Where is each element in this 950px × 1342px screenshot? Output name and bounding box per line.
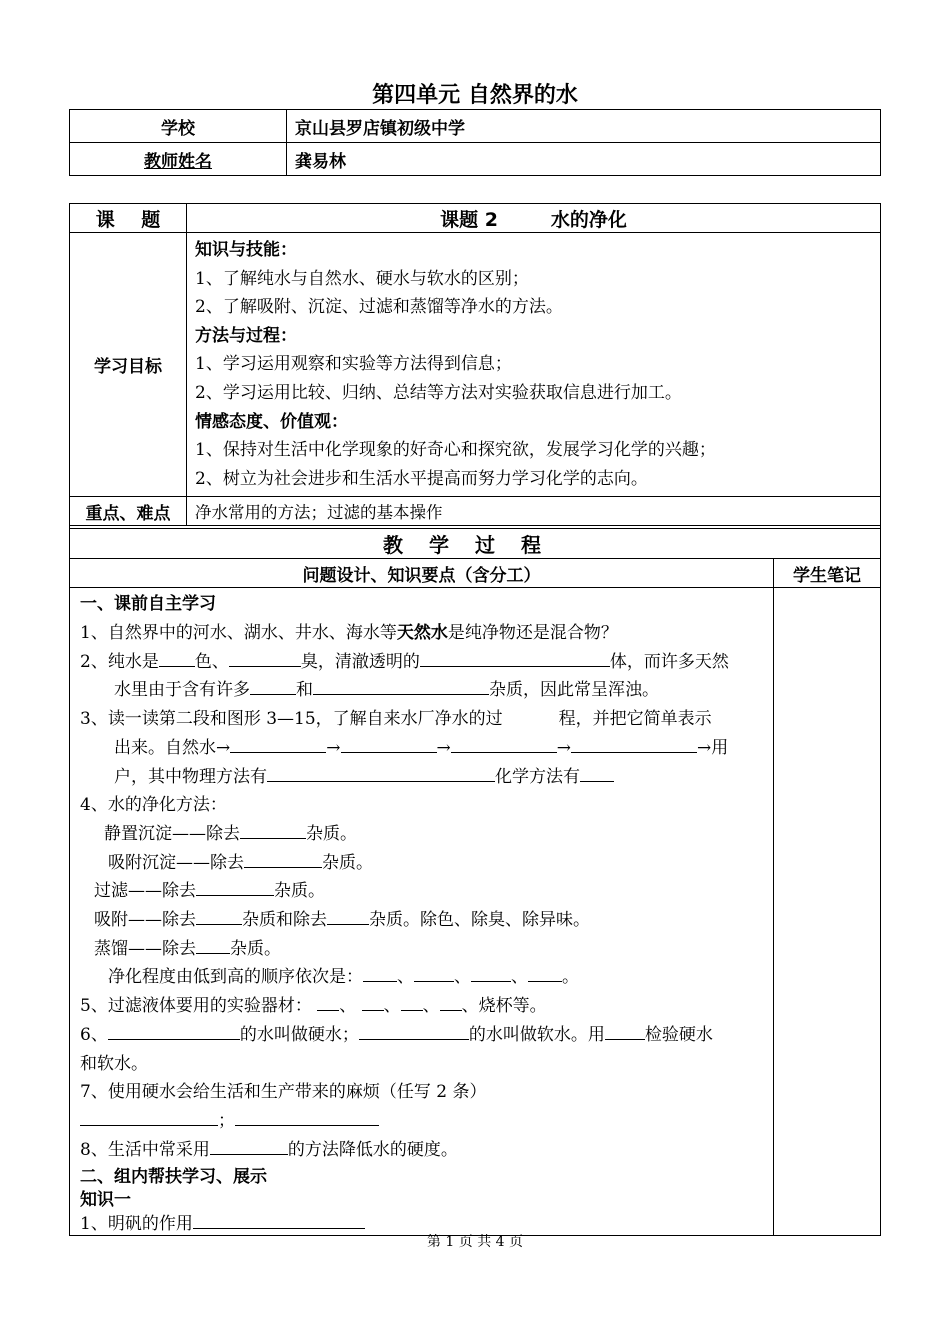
teacher-label: 教师姓名 bbox=[70, 143, 287, 176]
method-item: 静置沉淀——除去 杂质。 bbox=[80, 820, 765, 849]
key-value: 净水常用的方法；过滤的基本操作 bbox=[187, 497, 881, 526]
col2-header: 学生笔记 bbox=[774, 559, 881, 588]
blank[interactable] bbox=[250, 677, 296, 696]
blank[interactable] bbox=[317, 992, 339, 1011]
question-3: 3、读一读第二段和图形 3—15，了解自来水厂净水的过 程，并把它简单表示 bbox=[80, 709, 712, 730]
method-item: 吸附沉淀——除去 杂质。 bbox=[80, 849, 765, 878]
lesson-plan-table bbox=[69, 203, 881, 1236]
key-label: 重点、难点 bbox=[70, 497, 187, 526]
question-4: 4、水的净化方法： bbox=[80, 795, 227, 816]
blank[interactable] bbox=[359, 1021, 469, 1040]
question-8: 8、生活中常采用 的方法降低水的硬度。 bbox=[80, 1136, 765, 1165]
blank[interactable] bbox=[159, 648, 195, 667]
blank[interactable] bbox=[230, 734, 326, 753]
teacher-info-table bbox=[69, 109, 881, 176]
blank[interactable] bbox=[605, 1021, 645, 1040]
goals-label: 学习目标 bbox=[70, 233, 187, 497]
blank[interactable] bbox=[414, 964, 454, 983]
topic-value: 课题 2 水的净化 bbox=[187, 204, 881, 233]
page-footer: 第 1 页 共 4 页 bbox=[426, 1234, 524, 1250]
goals-heading-method: 方法与过程： bbox=[195, 325, 297, 346]
blank[interactable] bbox=[267, 763, 495, 782]
question-7-answer: ； bbox=[80, 1107, 765, 1136]
question-2: 2、纯水是 色、 臭，清澈透明的 体，而许多天然 bbox=[80, 648, 765, 677]
blank[interactable] bbox=[244, 849, 322, 868]
section-heading: 一、课前自主学习 bbox=[80, 594, 216, 615]
page-title: 第四单元 自然界的水 bbox=[372, 83, 578, 108]
question-7: 7、使用硬水会给生活和生产带来的麻烦（任写 2 条） bbox=[80, 1082, 487, 1103]
blank[interactable] bbox=[362, 992, 384, 1011]
purification-order: 净化程度由低到高的顺序依次是： 、 、 、 。 bbox=[80, 963, 765, 992]
question-6: 6、 的水叫做硬水； 的水叫做软水。用 检验硬水 bbox=[80, 1021, 765, 1050]
blank[interactable] bbox=[440, 992, 462, 1011]
section-heading: 二、组内帮扶学习、展示 bbox=[80, 1167, 267, 1188]
knowledge-heading: 知识一 bbox=[80, 1190, 131, 1211]
question-2-cont: 水里由于含有许多 和 杂质，因此常呈浑浊。 bbox=[80, 676, 765, 705]
blank[interactable] bbox=[240, 820, 306, 839]
school-value: 京山县罗店镇初级中学 bbox=[287, 110, 881, 143]
blank[interactable] bbox=[528, 964, 562, 983]
blank[interactable] bbox=[363, 964, 397, 983]
teacher-value: 龚易林 bbox=[287, 143, 881, 176]
blank[interactable] bbox=[313, 677, 489, 696]
question-3-cont2: 户，其中物理方法有 化学方法有 bbox=[80, 763, 765, 792]
goal-item: 2、学习运用比较、归纳、总结等方法对实验获取信息进行加工。 bbox=[195, 382, 682, 403]
goals-heading-knowledge: 知识与技能： bbox=[195, 240, 297, 260]
process-title-cell bbox=[70, 529, 881, 559]
question-1: 1、自然界中的河水、湖水、井水、海水等天然水是纯净物还是混合物？ bbox=[80, 623, 618, 644]
blank[interactable] bbox=[341, 734, 437, 753]
goals-heading-attitude: 情感态度、价值观： bbox=[195, 411, 348, 432]
question-3-cont: 出来。自然水→ → → → →用 bbox=[80, 734, 765, 763]
blank[interactable] bbox=[471, 964, 511, 983]
goal-item: 2、树立为社会进步和生活水平提高而努力学习化学的志向。 bbox=[195, 468, 648, 489]
questions-cell bbox=[70, 588, 774, 1236]
blank[interactable] bbox=[193, 1210, 365, 1229]
goals-list bbox=[187, 233, 881, 497]
blank[interactable] bbox=[580, 763, 614, 782]
goal-item: 1、了解纯水与自然水、硬水与软水的区别； bbox=[195, 268, 529, 289]
goal-item: 1、学习运用观察和实验等方法得到信息； bbox=[195, 354, 512, 375]
method-item: 蒸馏——除去 杂质。 bbox=[80, 935, 765, 964]
blank[interactable] bbox=[420, 648, 610, 667]
blank[interactable] bbox=[80, 1107, 218, 1126]
student-notes-cell[interactable] bbox=[774, 588, 881, 1236]
school-label: 学校 bbox=[70, 110, 287, 143]
blank[interactable] bbox=[571, 734, 697, 753]
question-6-cont: 和软水。 bbox=[80, 1053, 148, 1074]
blank[interactable] bbox=[451, 734, 557, 753]
topic-label: 课 题 bbox=[70, 204, 187, 233]
question-5: 5、过滤液体要用的实验器材： 、 、 、 、烧杯等。 bbox=[80, 992, 765, 1021]
blank[interactable] bbox=[108, 1021, 240, 1040]
method-item: 吸附——除去 杂质和除去 杂质。除色、除臭、除异味。 bbox=[80, 906, 765, 935]
blank[interactable] bbox=[229, 648, 301, 667]
knowledge-question: 1、明矾的作用 bbox=[80, 1210, 765, 1235]
method-item: 过滤——除去 杂质。 bbox=[80, 877, 765, 906]
process-title: 教学过程 bbox=[383, 533, 567, 558]
blank[interactable] bbox=[196, 935, 230, 954]
col1-header: 问题设计、知识要点（含分工） bbox=[70, 559, 774, 588]
blank[interactable] bbox=[327, 906, 369, 925]
blank[interactable] bbox=[210, 1136, 288, 1155]
goal-item: 1、保持对生活中化学现象的好奇心和探究欲，发展学习化学的兴趣； bbox=[195, 440, 716, 461]
blank[interactable] bbox=[401, 992, 423, 1011]
goal-item: 2、了解吸附、沉淀、过滤和蒸馏等净水的方法。 bbox=[195, 297, 563, 318]
blank[interactable] bbox=[235, 1107, 379, 1126]
blank[interactable] bbox=[196, 878, 274, 897]
blank[interactable] bbox=[196, 906, 242, 925]
